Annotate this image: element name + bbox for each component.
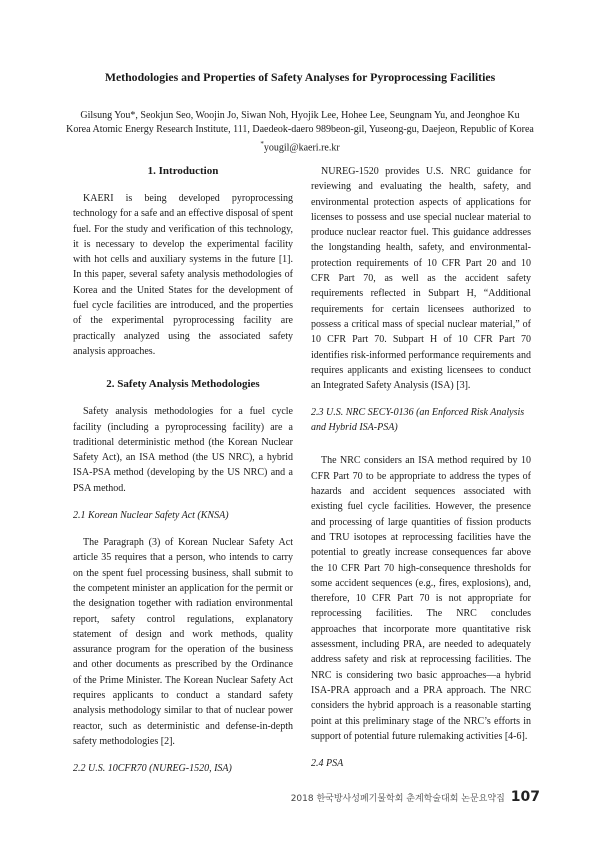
subsection-heading-psa: 2.4 PSA xyxy=(311,758,344,770)
section-heading-methodologies: 2. Safety Analysis Methodologies xyxy=(106,378,260,391)
methodologies-paragraph: Safety analysis methodologies for a fuel cycle facility (including a pyroprocessing facility) are a traditional deterministic method (the Korean Nuclear Safety Act), an ISA method (the US NRC), a hybrid ISA-PSA method (developing by the US NRC) and a PSA method. xyxy=(73,406,293,494)
subsection-heading-knsa: 2.1 Korean Nuclear Safety Act (KNSA) xyxy=(73,510,229,522)
secy-paragraph: The NRC considers an ISA method required by 10 CFR Part 70 to be appropriate to address the types of hazards and accident sequences associated with existing fuel cycle facilities. However, the presence and processing of large quantities of fission products and TRU isotopes at reprocessing facilities have the potential to greatly increase consequences far above the 10 CFR Part 70 high-consequence thresholds for some accident sequences (e.g., fires, explosions), and, therefore, 10 CFR Part 70 is not appropriate for reprocessing facilities. The NRC concludes approaches that incorporate more quantitative risk assessment, including PRA, are needed to adequately address safety and risk at reprocessing facilities. The NRC is considering two basic approaches—a hybrid ISA-PRA approach and a PRA approach. The NRC considers the hybrid approach is a reasonable starting point at this preliminary stage of the NRC’s efforts in support of potential future rulemaking activities [4-6]. xyxy=(311,455,531,742)
email-address: yougil@kaeri.re.kr xyxy=(263,142,340,154)
paper-title: Methodologies and Properties of Safety Analyses for Pyroprocessing Facilities xyxy=(104,70,496,84)
page-footer xyxy=(291,789,540,805)
subsection-heading-10cfr70: 2.2 U.S. 10CFR70 (NUREG-1520, ISA) xyxy=(73,763,232,775)
author-list: Gilsung You*, Seokjun Seo, Woojin Jo, Siwan Noh, Hyojik Lee, Hohee Lee, Seungnam Yu, and Jeonghoe Ku xyxy=(80,110,520,121)
conference-name: 2018 한국방사성폐기물학회 춘계학술대회 논문요약집 xyxy=(290,794,505,804)
knsa-paragraph: The Paragraph (3) of Korean Nuclear Safety Act article 35 requires that a person, who intends to carry on the spent fuel processing business, shall submit to the competent minister an application for the permit or the designation together with radiation environmental report, safety control regulations, explanatory statement of design and work methods, quality assurance program for the operation of the business and other documents as prescribed by the Ordinance of the Prime Minister. The Korean Nuclear Safety Act requires applicants to conduct a standard safety analysis methodology similar to that of nuclear power reactor, such as deterministic and defense-in-depth safety methodologies [2]. xyxy=(73,537,293,747)
subsection-heading-secy: 2.3 U.S. NRC SECY-0136 (an Enforced Risk Analysis and Hybrid ISA-PSA) xyxy=(311,407,525,434)
introduction-paragraph: KAERI is being developed pyroprocessing technology for a safe and an effective disposal of spent fuel. For the study and verification of this technology, it is necessary to develop the experimental facility with hot cells and auxiliary systems in the future [1]. In this paper, several safety analysis methodologies of Korea and the United States for the development of fuel cycle facilities are introduced, and the properties of the experimental pyroprocessing facility are practically analyzed using the associated safety analysis approaches. xyxy=(73,193,294,357)
page-number: 107 xyxy=(510,789,540,805)
right-column xyxy=(311,164,531,771)
affiliation: Korea Atomic Energy Research Institute, 111, Daedeok-daero 989beon-gil, Yuseong-gu, Daejeon, Republic of Korea xyxy=(66,124,534,135)
nureg-paragraph: NUREG-1520 provides U.S. NRC guidance for reviewing and evaluating the health, safety, and environmental protection aspects of applications for licenses to possess and use special nuclear material to produce nuclear reactor fuel. This guidance addresses the longstanding health, safety, and environmental-protection requirements of 10 CFR Part 20 and 10 CFR Part 70, as well as the accident safety requirements reflected in Subpart H, “Additional requirements for certain licensees authorized to possess a critical mass of special nuclear material,” of 10 CFR Part 70. Subpart H of 10 CFR Part 70 identifies risk-informed performance requirements and requires applicants and existing licensees to conduct an Integrated Safety Analysis (ISA) [3]. xyxy=(311,166,531,392)
corresponding-email xyxy=(30,137,570,155)
section-heading-introduction: 1. Introduction xyxy=(147,165,219,177)
email-mark: * xyxy=(260,140,264,148)
left-column xyxy=(73,164,293,776)
